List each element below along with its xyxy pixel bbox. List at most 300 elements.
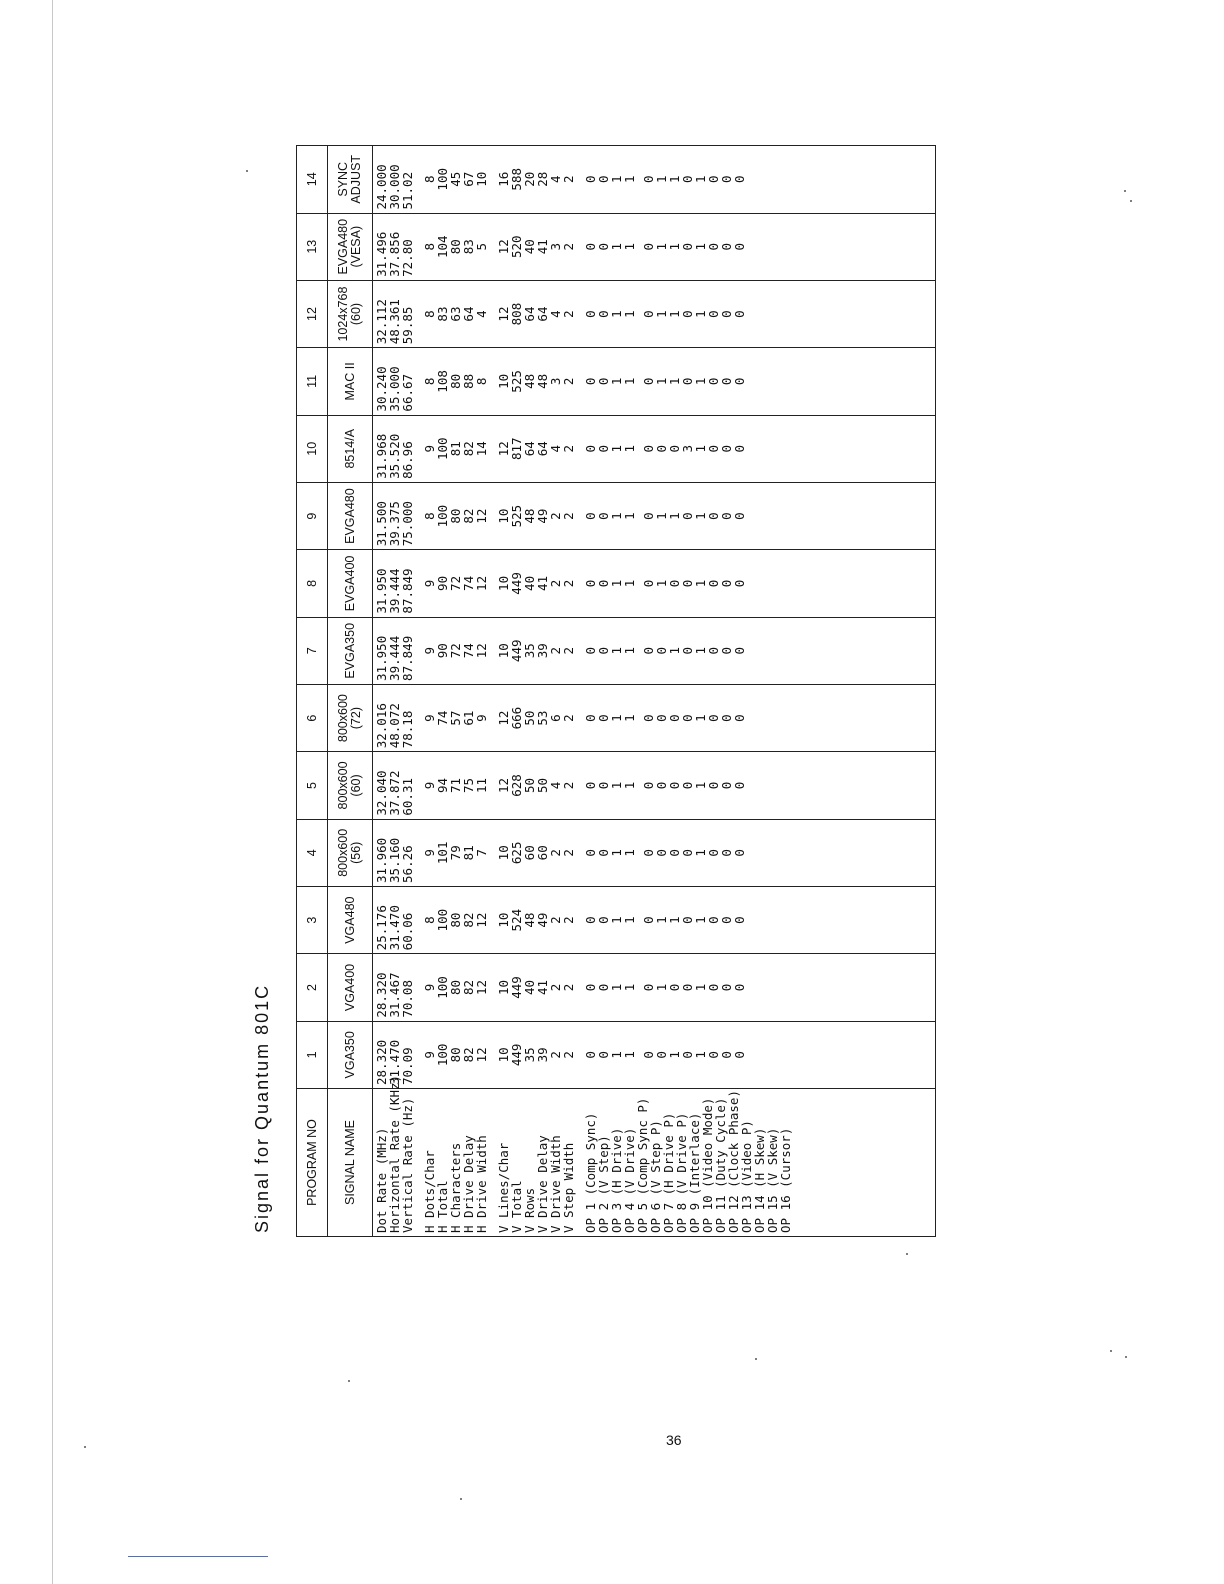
- value: 14: [474, 441, 489, 457]
- value: 2: [561, 781, 576, 790]
- row-label: OP 2 (V Step): [596, 1135, 611, 1233]
- value: 28: [535, 171, 550, 187]
- row-label: OP 14 (H Skew): [752, 1127, 767, 1233]
- value: 41: [535, 575, 550, 591]
- program-signal-name: [328, 819, 373, 886]
- value: 24.000: [374, 164, 389, 210]
- value: 0: [596, 983, 611, 992]
- value: 1: [654, 512, 669, 520]
- op_a-values: [584, 217, 636, 277]
- op_b-values: [642, 284, 746, 344]
- value: 83: [461, 239, 476, 255]
- value: 0: [680, 175, 695, 184]
- program-signal-name: [328, 954, 373, 1021]
- op_b-values: [642, 149, 746, 210]
- value: 1: [609, 310, 624, 318]
- value: 66.67: [400, 373, 415, 412]
- value: 10: [496, 643, 511, 659]
- value: 2: [561, 1051, 576, 1059]
- value: 1: [693, 714, 708, 722]
- value: 40: [522, 575, 537, 591]
- value: 80: [448, 979, 463, 996]
- value: 0: [680, 647, 695, 655]
- value: 0: [719, 512, 734, 520]
- op_a-values: [584, 1025, 636, 1085]
- value: 0: [583, 377, 598, 386]
- value: 12: [474, 643, 489, 659]
- value: 1: [667, 916, 682, 924]
- signal-name-line: VGA350: [342, 1031, 357, 1079]
- value: 0: [654, 714, 669, 722]
- value: 0: [583, 310, 598, 318]
- program-number: 12: [297, 280, 328, 347]
- horizontal-values: [423, 1025, 488, 1085]
- program-values: [373, 146, 936, 214]
- value: 0: [596, 647, 611, 655]
- value: 35: [522, 643, 537, 659]
- value: 64: [522, 306, 537, 322]
- value: 3: [548, 242, 563, 251]
- rotated-page-content: [200, 148, 960, 1243]
- program-signal-name: [328, 348, 373, 415]
- value: 87.849: [400, 568, 415, 614]
- row-label: OP 9 (Interlace): [687, 1112, 702, 1233]
- row-label: OP 12 (Clock Phase): [726, 1090, 741, 1233]
- value: 1: [667, 377, 682, 386]
- value: 80: [448, 508, 463, 524]
- value: 1: [609, 512, 624, 520]
- row-label: H Dots/Char: [422, 1150, 437, 1233]
- op_a-values: [584, 553, 636, 613]
- value: 525: [509, 504, 524, 528]
- op_b-values: [642, 351, 746, 411]
- value: 1: [693, 849, 708, 857]
- program-number: 10: [297, 415, 328, 482]
- value: 0: [732, 242, 747, 251]
- value: 8: [422, 175, 437, 184]
- rates-values: [375, 553, 414, 613]
- row-label: OP 13 (Video P): [739, 1120, 754, 1233]
- scan-speck: [348, 1380, 350, 1382]
- value: 0: [680, 714, 695, 722]
- value: 0: [732, 579, 747, 588]
- options-labels: [584, 1092, 792, 1233]
- value: 2: [561, 849, 576, 857]
- value: 48: [522, 912, 537, 928]
- value: 0: [719, 1051, 734, 1059]
- value: 1: [693, 983, 708, 992]
- value: 4: [474, 310, 489, 318]
- op_b-values: [642, 621, 746, 681]
- value: 0: [596, 1051, 611, 1059]
- value: 8: [422, 242, 437, 251]
- rates-values: [375, 890, 414, 950]
- value: 1: [667, 1051, 682, 1059]
- value: 1: [693, 377, 708, 386]
- value: 0: [667, 714, 682, 722]
- value: 70.09: [400, 1047, 415, 1085]
- value: 41: [535, 239, 550, 255]
- rates-values: [375, 621, 414, 681]
- value: 59.85: [400, 306, 415, 345]
- value: 8: [474, 377, 489, 386]
- program-values: [373, 415, 936, 482]
- program-values: [373, 348, 936, 415]
- value: 0: [641, 781, 656, 790]
- value: 449: [509, 976, 524, 999]
- value: 0: [583, 714, 598, 722]
- value: 0: [596, 444, 611, 453]
- value: 0: [596, 512, 611, 520]
- vertical-values: [497, 755, 575, 815]
- value: 449: [509, 572, 524, 595]
- op_a-values: [584, 823, 636, 883]
- horizontal-values: [423, 621, 488, 681]
- value: 28.320: [374, 972, 389, 1018]
- op_a-values: [584, 419, 636, 479]
- value: 70.08: [400, 980, 415, 1018]
- value: 35.160: [387, 837, 402, 883]
- program-values: [373, 550, 936, 617]
- value: 74: [461, 643, 476, 659]
- row-labels-cell: [373, 1074, 936, 1237]
- op_b-values: [642, 755, 746, 815]
- value: 2: [561, 983, 576, 992]
- program-values: [373, 617, 936, 684]
- value: 1: [654, 579, 669, 588]
- value: 1: [654, 916, 669, 924]
- value: 1: [609, 1051, 624, 1059]
- value: 31.500: [374, 501, 389, 547]
- value: 0: [641, 983, 656, 992]
- value: 1: [622, 916, 637, 924]
- value: 0: [596, 377, 611, 386]
- op_a-values: [584, 957, 636, 1017]
- value: 520: [509, 235, 524, 258]
- value: 0: [654, 647, 669, 655]
- op_b-values: [642, 486, 746, 546]
- value: 1: [693, 579, 708, 588]
- row-label: H Drive Delay: [461, 1135, 476, 1233]
- value: 0: [732, 983, 747, 992]
- value: 39.375: [387, 501, 402, 547]
- value: 8: [422, 377, 437, 386]
- program-number: 8: [297, 550, 328, 617]
- value: 10: [496, 508, 511, 524]
- program-number: 14: [297, 146, 328, 214]
- value: 2: [561, 714, 576, 722]
- value: 0: [680, 916, 695, 924]
- signal-name-line: 1024x768: [336, 286, 350, 342]
- value: 0: [654, 444, 669, 453]
- program-number: 2: [297, 954, 328, 1021]
- op_a-values: [584, 486, 636, 546]
- value: 0: [583, 579, 598, 588]
- row-label: OP 15 (V Skew): [765, 1127, 780, 1233]
- value: 0: [596, 916, 611, 924]
- signal-name-line: MAC II: [342, 362, 357, 401]
- rates-labels: [374, 1074, 415, 1233]
- rates-values: [375, 149, 414, 210]
- value: 32.016: [374, 703, 389, 749]
- value: 1: [693, 444, 708, 453]
- horizontal-labels: [423, 1092, 488, 1233]
- value: 12: [496, 441, 511, 457]
- op_b-values: [642, 1025, 746, 1085]
- row-label: Dot Rate (MHz): [374, 1127, 389, 1233]
- rates-values: [375, 1025, 414, 1085]
- value: 31.950: [374, 568, 389, 614]
- value: 48: [522, 508, 537, 524]
- value: 4: [548, 444, 563, 453]
- signal-name-line: 800x600: [336, 694, 350, 743]
- value: 60: [535, 845, 550, 861]
- value: 3: [680, 444, 695, 453]
- value: 1: [693, 1051, 708, 1059]
- op_a-values: [584, 149, 636, 210]
- value: 10: [496, 575, 511, 591]
- value: 9: [422, 983, 437, 992]
- scan-speck: [1125, 1356, 1127, 1358]
- value: 0: [583, 242, 598, 251]
- value: 10: [496, 845, 511, 861]
- value: 0: [719, 175, 734, 184]
- row-label: H Characters: [448, 1142, 463, 1233]
- value: 1: [622, 579, 637, 588]
- program-signal-name: [328, 752, 373, 819]
- value: 0: [583, 512, 598, 520]
- value: 72: [448, 575, 463, 591]
- row-label: OP 16 (Cursor): [778, 1127, 793, 1233]
- value: 12: [474, 912, 489, 928]
- value: 1: [622, 242, 637, 251]
- value: 9: [422, 781, 437, 790]
- rates-values: [375, 688, 414, 748]
- value: 1: [693, 175, 708, 184]
- value: 0: [667, 781, 682, 790]
- value: 0: [706, 377, 721, 386]
- value: 0: [641, 512, 656, 520]
- value: 0: [732, 377, 747, 386]
- value: 1: [622, 512, 637, 520]
- value: 666: [509, 706, 524, 730]
- value: 12: [496, 710, 511, 726]
- row-label: OP 5 (Comp Sync P): [635, 1097, 650, 1233]
- value: 60.06: [400, 912, 415, 951]
- signal-name-line: 800x600: [336, 828, 350, 877]
- program-number: 7: [297, 617, 328, 684]
- value: 0: [596, 310, 611, 318]
- value: 1: [622, 1051, 637, 1059]
- program-values: [373, 752, 936, 819]
- row-label: OP 7 (H Drive P): [661, 1112, 676, 1233]
- op_b-values: [642, 217, 746, 277]
- value: 87.849: [400, 635, 415, 681]
- value: 80: [448, 373, 463, 389]
- vertical-values: [497, 486, 575, 546]
- value: 2: [548, 849, 563, 857]
- value: 81: [448, 441, 463, 457]
- horizontal-values: [423, 823, 488, 883]
- value: 0: [654, 781, 669, 790]
- row-label: V Drive Width: [548, 1135, 563, 1233]
- value: 0: [732, 310, 747, 318]
- horizontal-values: [423, 755, 488, 815]
- signal-name-line: VGA480: [342, 896, 357, 944]
- value: 41: [535, 979, 550, 996]
- program-signal-name: [328, 415, 373, 482]
- value: 0: [719, 781, 734, 790]
- program-values: [373, 482, 936, 549]
- value: 2: [548, 512, 563, 520]
- value: 20: [522, 171, 537, 187]
- page-number: 36: [666, 1432, 682, 1448]
- value: 1: [609, 175, 624, 184]
- value: 60.31: [400, 777, 415, 816]
- value: 53: [535, 710, 550, 726]
- value: 0: [680, 849, 695, 857]
- value: 1: [622, 983, 637, 992]
- value: 525: [509, 370, 524, 393]
- horizontal-values: [423, 284, 488, 344]
- signal-name-row: [328, 146, 373, 1237]
- value: 0: [732, 849, 747, 857]
- op_b-values: [642, 823, 746, 883]
- value: 31.467: [387, 972, 402, 1018]
- program-number: 5: [297, 752, 328, 819]
- value: 100: [435, 976, 450, 999]
- value: 31.950: [374, 635, 389, 681]
- value: 9: [422, 647, 437, 655]
- value: 0: [583, 983, 598, 992]
- row-label: OP 8 (V Drive P): [674, 1112, 689, 1233]
- value: 2: [561, 647, 576, 655]
- program-signal-name: [328, 550, 373, 617]
- row-label: V Total: [509, 1180, 524, 1233]
- value: 0: [732, 916, 747, 924]
- value: 0: [719, 849, 734, 857]
- value: 31.968: [374, 433, 389, 479]
- vertical-labels: [497, 1092, 575, 1233]
- value: 8: [422, 916, 437, 924]
- value: 57: [448, 710, 463, 726]
- value: 0: [732, 175, 747, 184]
- program-number: 11: [297, 348, 328, 415]
- horizontal-values: [423, 688, 488, 748]
- op_a-values: [584, 621, 636, 681]
- op_a-values: [584, 284, 636, 344]
- value: 75: [461, 777, 476, 793]
- value: 1: [609, 242, 624, 251]
- program-values: [373, 819, 936, 886]
- value: 0: [641, 242, 656, 251]
- value: 12: [496, 239, 511, 255]
- program-values: [373, 684, 936, 751]
- vertical-values: [497, 351, 575, 411]
- row-label: OP 4 (V Drive): [622, 1127, 637, 1233]
- value: 10: [474, 171, 489, 187]
- value: 0: [706, 579, 721, 588]
- program-signal-name: [328, 482, 373, 549]
- op_b-values: [642, 957, 746, 1017]
- value: 16: [496, 171, 511, 187]
- value: 0: [596, 849, 611, 857]
- value: 0: [680, 310, 695, 318]
- value: 9: [422, 1051, 437, 1059]
- value: 100: [435, 437, 450, 461]
- value: 12: [474, 979, 489, 996]
- value: 61: [461, 710, 476, 726]
- row-label: Vertical Rate (Hz): [400, 1097, 415, 1233]
- op_a-values: [584, 890, 636, 950]
- program-signal-name: [328, 1021, 373, 1088]
- value: 60: [522, 845, 537, 861]
- value: 0: [680, 1051, 695, 1059]
- value: 37.856: [387, 231, 402, 277]
- value: 1: [609, 916, 624, 924]
- row-label: OP 1 (Comp Sync): [583, 1112, 598, 1233]
- value: 4: [548, 310, 563, 318]
- value: 48.072: [387, 703, 402, 749]
- value: 74: [461, 575, 476, 591]
- value: 39: [535, 1047, 550, 1063]
- row-label: V Lines/Char: [496, 1142, 511, 1233]
- signal-name-line: (60): [349, 302, 363, 326]
- value: 100: [435, 908, 450, 932]
- op_a-values: [584, 755, 636, 815]
- scan-speck: [1124, 190, 1126, 192]
- value: 3: [548, 377, 563, 386]
- horizontal-values: [423, 553, 488, 613]
- value: 1: [609, 849, 624, 857]
- value: 0: [719, 444, 734, 453]
- horizontal-values: [423, 419, 488, 479]
- row-label: OP 10 (Video Mode): [700, 1097, 715, 1233]
- rates-values: [375, 217, 414, 277]
- value: 449: [509, 639, 524, 663]
- horizontal-values: [423, 486, 488, 546]
- value: 64: [461, 306, 476, 322]
- value: 10: [496, 912, 511, 928]
- rates-values: [375, 419, 414, 479]
- value: 628: [509, 774, 524, 797]
- value: 12: [474, 508, 489, 524]
- signal-name-header: SIGNAL NAME: [328, 1089, 373, 1237]
- value: 2: [561, 242, 576, 251]
- vertical-values: [497, 957, 575, 1017]
- value: 104: [435, 235, 450, 258]
- value: 82: [461, 912, 476, 928]
- value: 40: [522, 979, 537, 996]
- value: 1: [622, 781, 637, 790]
- vertical-values: [497, 1025, 575, 1085]
- vertical-values: [497, 217, 575, 277]
- program-number: 1: [297, 1021, 328, 1088]
- vertical-values: [497, 621, 575, 681]
- value: 0: [641, 175, 656, 184]
- row-label: OP 3 (H Drive): [609, 1127, 624, 1233]
- value: 8: [422, 310, 437, 318]
- value: 1: [667, 647, 682, 655]
- value: 12: [474, 1047, 489, 1063]
- op_a-values: [584, 351, 636, 411]
- value: 39.444: [387, 635, 402, 681]
- signal-name-line: EVGA350: [342, 622, 357, 679]
- value: 625: [509, 841, 524, 865]
- program-values: [373, 280, 936, 347]
- value: 0: [654, 849, 669, 857]
- value: 0: [680, 512, 695, 520]
